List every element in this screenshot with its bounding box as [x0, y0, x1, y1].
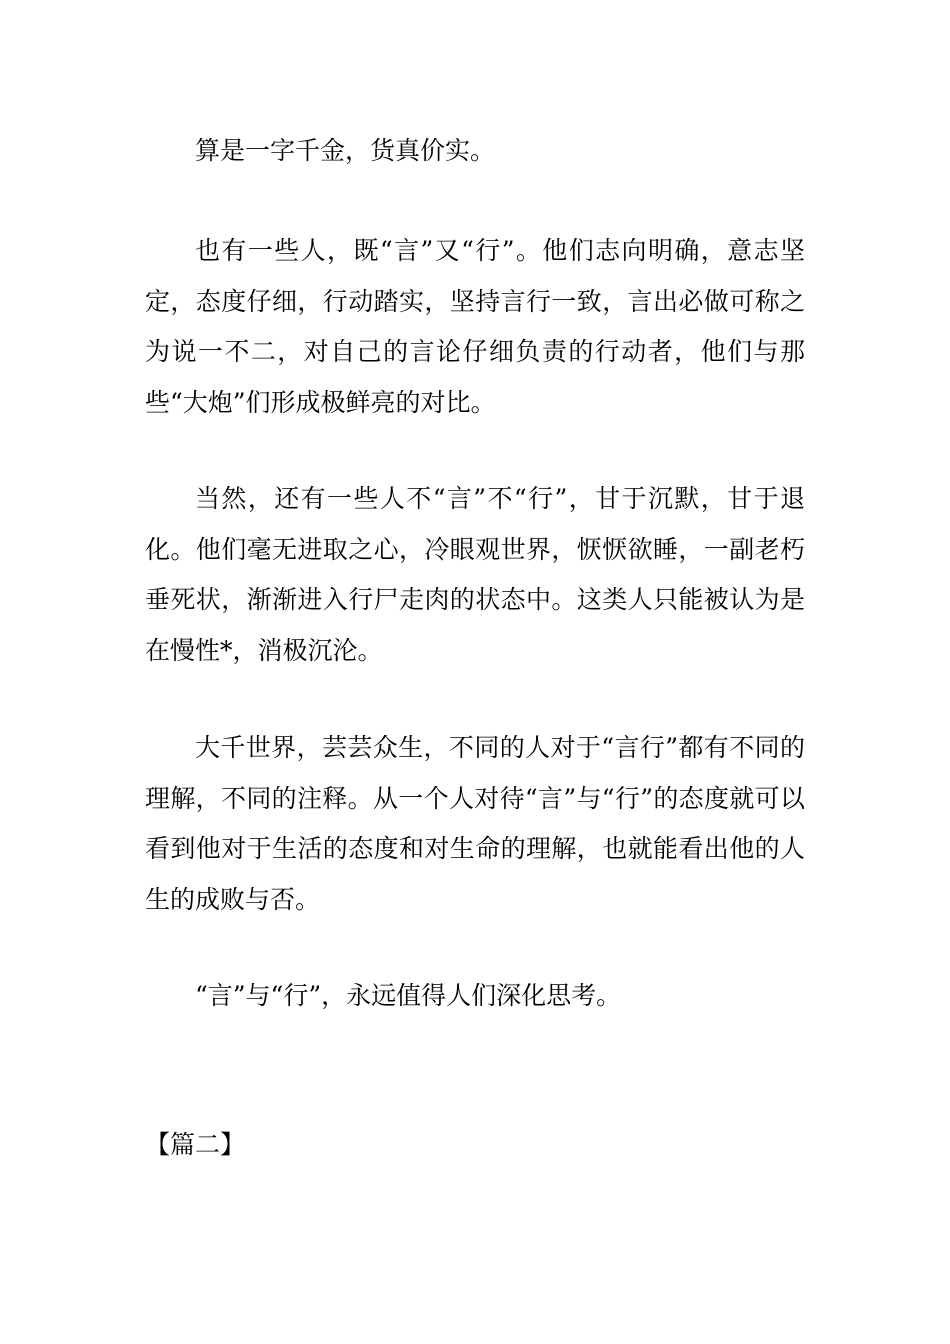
section-heading: 【篇二】	[145, 1130, 246, 1159]
paragraph-5: “言”与“行”，永远值得人们深化思考。	[195, 981, 622, 1010]
paragraph-1: 算是一字千金，货真价实。	[195, 136, 496, 165]
paragraph-2: 也有一些人，既“言”又“行”。他们志向明确，意志坚定，态度仔细，行动踏实，坚持言行一致，言出必做可称之为说一不二，对自己的言论仔细负责的行动者，他们与那些“大炮”们形成极鲜亮的对比。	[145, 236, 805, 417]
paragraph-4: 大千世界，芸芸众生，不同的人对于“言行”都有不同的理解，不同的注释。从一个人对待“言”与“行”的态度就可以看到他对于生活的态度和对生命的理解，也就能看出他的人生的成败与否。	[145, 733, 805, 914]
paragraph-3: 当然，还有一些人不“言”不“行”，甘于沉默，甘于退化。他们毫无进取之心，冷眼观世界，恹恹欲睡，一副老朽垂死状，渐渐进入行尸走肉的状态中。这类人只能被认为是在慢性*，消极沉沦。	[145, 484, 805, 665]
